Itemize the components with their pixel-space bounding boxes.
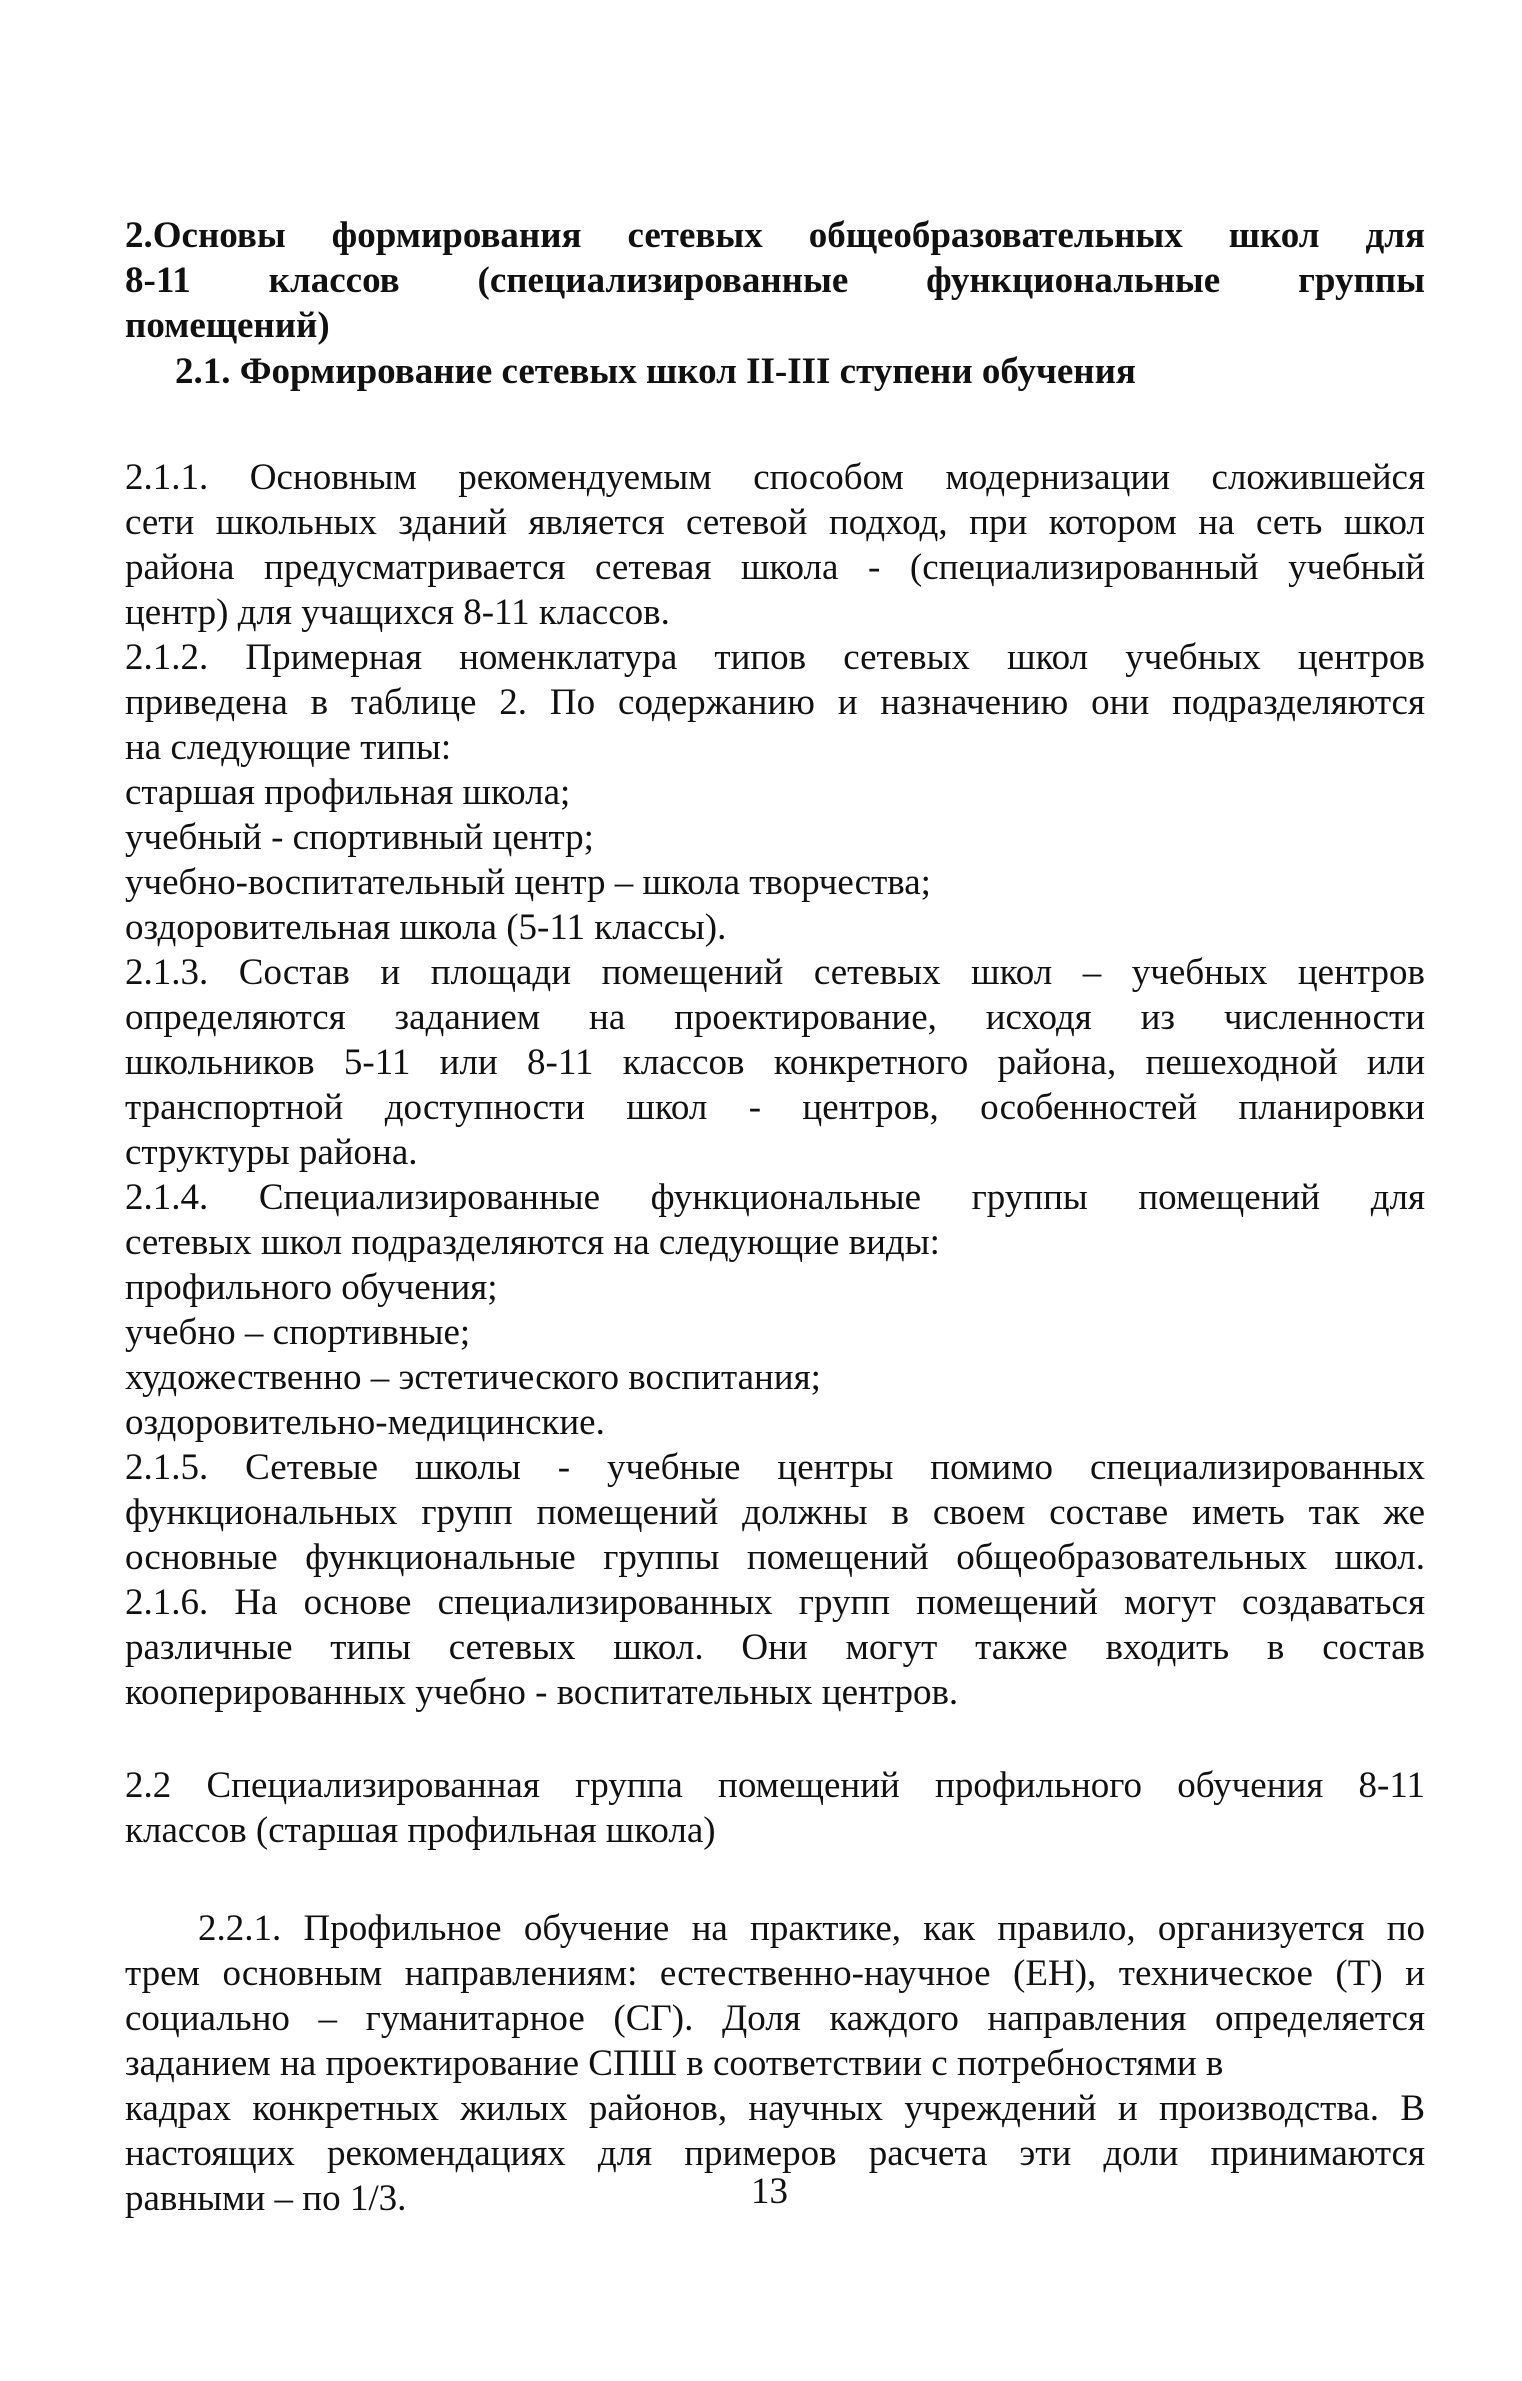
paragraph-2-1-3-line-3: школьников 5-11 или 8-11 классов конкретного района, пешеходной или bbox=[125, 1042, 1425, 1083]
paragraph-2-1-6-line-2: различные типы сетевых школ. Они могут также входить в состав bbox=[125, 1627, 1425, 1668]
paragraph-2-1-1-line-1: 2.1.1. Основным рекомендуемым способом модернизации сложившейся bbox=[125, 457, 1425, 498]
paragraph-2-2-1-line-2: трем основным направлениям: естественно-научное (ЕН), техническое (Т) и bbox=[125, 1953, 1425, 1994]
paragraph-2-1-4-line-1: 2.1.4. Специализированные функциональные группы помещений для bbox=[125, 1177, 1425, 1218]
paragraph-2-1-5-line-1: 2.1.5. Сетевые школы - учебные центры помимо специализированных bbox=[125, 1447, 1425, 1488]
paragraph-2-2-1-line-3: социально – гуманитарное (СГ). Доля каждого направления определяется bbox=[125, 1998, 1425, 2039]
section-heading-line-1: 2.Основы формирования сетевых общеобразовательных школ для bbox=[125, 215, 1425, 256]
paragraph-2-1-1-line-3: района предусматривается сетевая школа - (специализированный учебный bbox=[125, 547, 1425, 588]
list-item: учебно – спортивные; bbox=[125, 1312, 471, 1353]
list-item: оздоровительно-медицинские. bbox=[125, 1402, 605, 1443]
list-item: старшая профильная школа; bbox=[125, 772, 571, 813]
section-heading-line-3: помещений) bbox=[125, 305, 330, 346]
paragraph-2-2-1-line-1: 2.2.1. Профильное обучение на практике, как правило, организуется по bbox=[198, 1908, 1425, 1949]
list-item: учебно-воспитательный центр – школа творчества; bbox=[125, 862, 931, 903]
paragraph-2-1-2-line-3: на следующие типы: bbox=[125, 727, 452, 768]
paragraph-2-2-1-line-4: заданием на проектирование СПШ в соответствии с потребностями в bbox=[125, 2043, 1224, 2084]
paragraph-2-1-3-line-4: транспортной доступности школ - центров, особенностей планировки bbox=[125, 1087, 1425, 1128]
section-2-2-title-line-2: классов (старшая профильная школа) bbox=[125, 1810, 716, 1851]
paragraph-2-1-2-line-2: приведена в таблице 2. По содержанию и назначению они подразделяются bbox=[125, 682, 1425, 723]
paragraph-2-1-5-line-3: основные функциональные группы помещений общеобразовательных школ. bbox=[125, 1537, 1425, 1578]
paragraph-2-1-1-line-2: сети школьных зданий является сетевой подход, при котором на сеть школ bbox=[125, 502, 1425, 543]
paragraph-2-2-1-line-6: настоящих рекомендациях для примеров расчета эти доли принимаются bbox=[125, 2133, 1425, 2174]
paragraph-2-2-1-line-5: кадрах конкретных жилых районов, научных учреждений и производства. В bbox=[125, 2088, 1425, 2129]
paragraph-2-1-6-line-3: кооперированных учебно - воспитательных центров. bbox=[125, 1672, 959, 1713]
paragraph-2-1-4-line-2: сетевых школ подразделяются на следующие виды: bbox=[125, 1222, 940, 1263]
paragraph-2-1-3-line-1: 2.1.3. Состав и площади помещений сетевых школ – учебных центров bbox=[125, 952, 1425, 993]
paragraph-2-1-1-line-4: центр) для учащихся 8-11 классов. bbox=[125, 592, 670, 633]
paragraph-2-1-6-line-1: 2.1.6. На основе специализированных групп помещений могут создаваться bbox=[125, 1582, 1425, 1623]
subsection-heading: 2.1. Формирование сетевых школ II-III ступени обучения bbox=[175, 351, 1136, 392]
paragraph-2-1-2-line-1: 2.1.2. Примерная номенклатура типов сетевых школ учебных центров bbox=[125, 637, 1425, 678]
paragraph-2-2-1-line-7: равными – по 1/3. bbox=[125, 2178, 407, 2219]
section-2-2-title-line-1: 2.2 Специализированная группа помещений профильного обучения 8-11 bbox=[125, 1765, 1425, 1806]
list-item: профильного обучения; bbox=[125, 1267, 498, 1308]
paragraph-2-1-5-line-2: функциональных групп помещений должны в своем составе иметь так же bbox=[125, 1492, 1425, 1533]
paragraph-2-1-3-line-2: определяются заданием на проектирование, исходя из численности bbox=[125, 997, 1425, 1038]
paragraph-2-1-3-line-5: структуры района. bbox=[125, 1132, 418, 1173]
list-item: учебный - спортивный центр; bbox=[125, 817, 594, 858]
list-item: оздоровительная школа (5-11 классы). bbox=[125, 907, 727, 948]
page-number: 13 bbox=[751, 2171, 788, 2212]
list-item: художественно – эстетического воспитания; bbox=[125, 1357, 821, 1398]
section-heading-line-2: 8-11 классов (специализированные функциональные группы bbox=[125, 260, 1425, 301]
